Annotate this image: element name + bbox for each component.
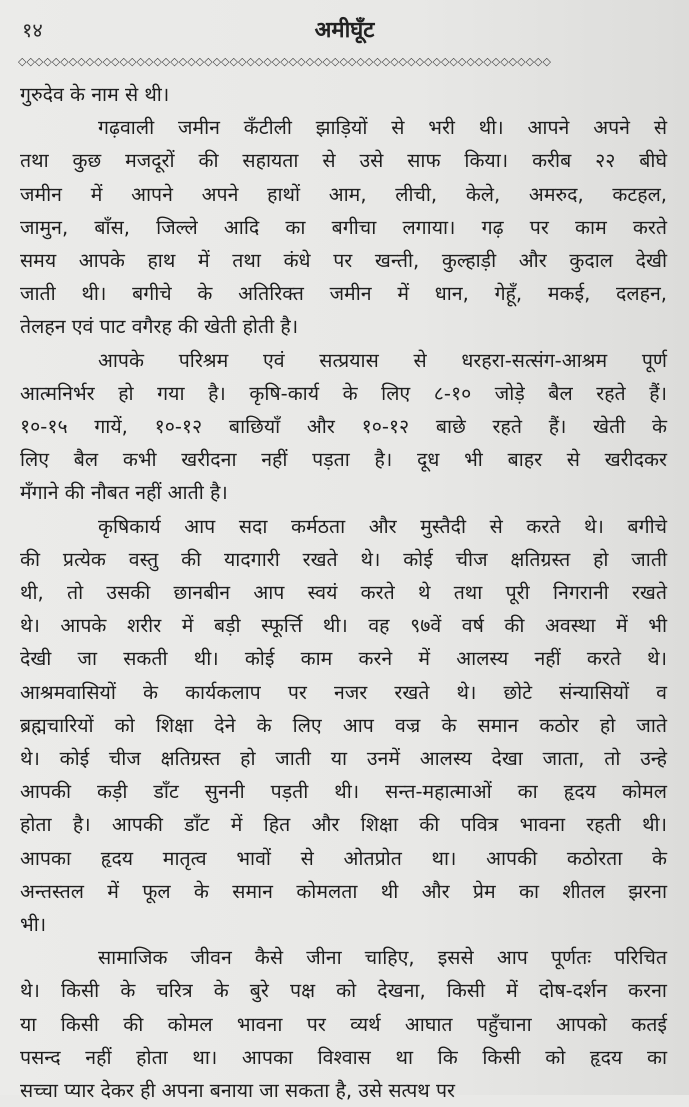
- text-line: तथा कुछ मजदूरों की सहायता से उसे साफ किया। करीब २२ बीघे: [20, 149, 667, 173]
- page-body: [20, 78, 667, 1107]
- text-line: मँगाने की नौबत नहीं आती है।: [20, 481, 228, 505]
- paragraph: [20, 941, 667, 1107]
- text-line: पसन्द नहीं होता था। आपका विश्वास था कि किसी को हृदय का: [20, 1045, 667, 1069]
- text-line: थे। कोई चीज क्षतिग्रस्त हो जाती या उनमें आलस्य देखा जाता, तो उन्हे: [20, 747, 667, 771]
- text-line: जाती थी। बगीचे के अतिरिक्त जमीन में धान, गेहूँ, मकई, दलहन,: [20, 282, 667, 306]
- text-line: आश्रमवासियों के कार्यकलाप पर नजर रखते थे। छोटे संन्यासियों व: [20, 680, 667, 704]
- text-line: गुरुदेव के नाम से थी।: [20, 83, 170, 106]
- paragraph: [20, 344, 667, 510]
- text-line: होता है। आपकी डाँट में हित और शिक्षा की पवित्र भावना रहती थी।: [20, 813, 667, 837]
- text-line: की प्रत्येक वस्तु की यादगारी रखते थे। कोई चीज क्षतिग्रस्त हो जाती: [20, 547, 667, 571]
- text-line: जमीन में आपने अपने हाथों आम, लीची, केले, अमरुद, कटहल,: [20, 182, 667, 206]
- text-line: आपका हृदय मातृत्व भावों से ओतप्रोत था। आपकी कठोरता के: [20, 846, 667, 870]
- text-line: लिए बैल कभी खरीदना नहीं पड़ता है। दूध भी बाहर से खरीदकर: [20, 448, 667, 472]
- text-line: गढ़वाली जमीन कँटीली झाड़ियों से भरी थी। आपने अपने से: [98, 116, 667, 140]
- paragraph: [20, 111, 667, 343]
- book-title: अमीघूँट: [314, 18, 375, 43]
- page-header: [22, 14, 667, 46]
- text-line: थे। आपके शरीर में बड़ी स्फूर्त्ति थी। वह ९७वें वर्ष की अवस्था में भी: [20, 614, 667, 638]
- text-line: या किसी की कोमल भावना पर व्यर्थ आघात पहुँचाना आपको कतई: [20, 1012, 667, 1036]
- text-line: सच्चा प्यार देकर ही अपना बनाया जा सकता है, उसे सत्पथ पर: [20, 1079, 455, 1103]
- text-line: आत्मनिर्भर हो गया है। कृषि-कार्य के लिए ८-१० जोड़े बैल रहते हैं।: [20, 381, 667, 405]
- text-line: ब्रह्मचारियों को शिक्षा देने के लिए आप वज्र के समान कठोर हो जाते: [20, 713, 667, 737]
- text-line: जामुन, बाँस, जिल्ले आदि का बगीचा लगाया। गढ़ पर काम करते: [20, 215, 667, 239]
- text-line: आपकी कड़ी डाँट सुननी पड़ती थी। सन्त-महात्माओं का हृदय कोमल: [20, 780, 667, 804]
- text-line: देखी जा सकती थी। कोई काम करने में आलस्य नहीं करते थे।: [20, 647, 667, 671]
- text-line: कृषिकार्य आप सदा कर्मठता और मुस्तैदी से करते थे। बगीचे: [98, 514, 667, 538]
- text-line: समय आपके हाथ में तथा कंधे पर खन्ती, कुल्हाड़ी और कुदाल देखी: [20, 249, 667, 273]
- page-number: १४: [22, 18, 43, 42]
- text-line: तेलहन एवं पाट वगैरह की खेती होती है।: [20, 315, 299, 339]
- text-line: अन्तस्तल में फूल के समान कोमलता थी और प्रेम का शीतल झरना: [20, 879, 667, 903]
- text-line: भी।: [20, 913, 47, 937]
- text-line: थी, तो उसकी छानबीन आप स्वयं करते थे तथा पूरी निगरानी रखते: [20, 581, 667, 605]
- paragraph: [20, 510, 667, 942]
- text-line: सामाजिक जीवन कैसे जीना चाहिए, इससे आप पूर्णतः परिचित: [98, 946, 667, 970]
- text-line: आपके परिश्रम एवं सत्प्रयास से धरहरा-सत्संग-आश्रम पूर्ण: [98, 348, 667, 372]
- text-line: थे। किसी के चरित्र के बुरे पक्ष को देखना, किसी में दोष-दर्शन करना: [20, 979, 667, 1003]
- ornamental-divider: ◇◇◇◇◇◇◇◇◇◇◇◇◇◇◇◇◇◇◇◇◇◇◇◇◇◇◇◇◇◇◇◇◇◇◇◇◇◇◇◇◇◇◇◇◇◇◇◇◇◇◇◇◇◇◇◇◇◇◇◇◇◇◇: [18, 56, 551, 68]
- paragraph: [20, 78, 667, 111]
- text-line: १०-१५ गायें, १०-१२ बाछियाँ और १०-१२ बाछे रहते हैं। खेती के: [20, 415, 667, 439]
